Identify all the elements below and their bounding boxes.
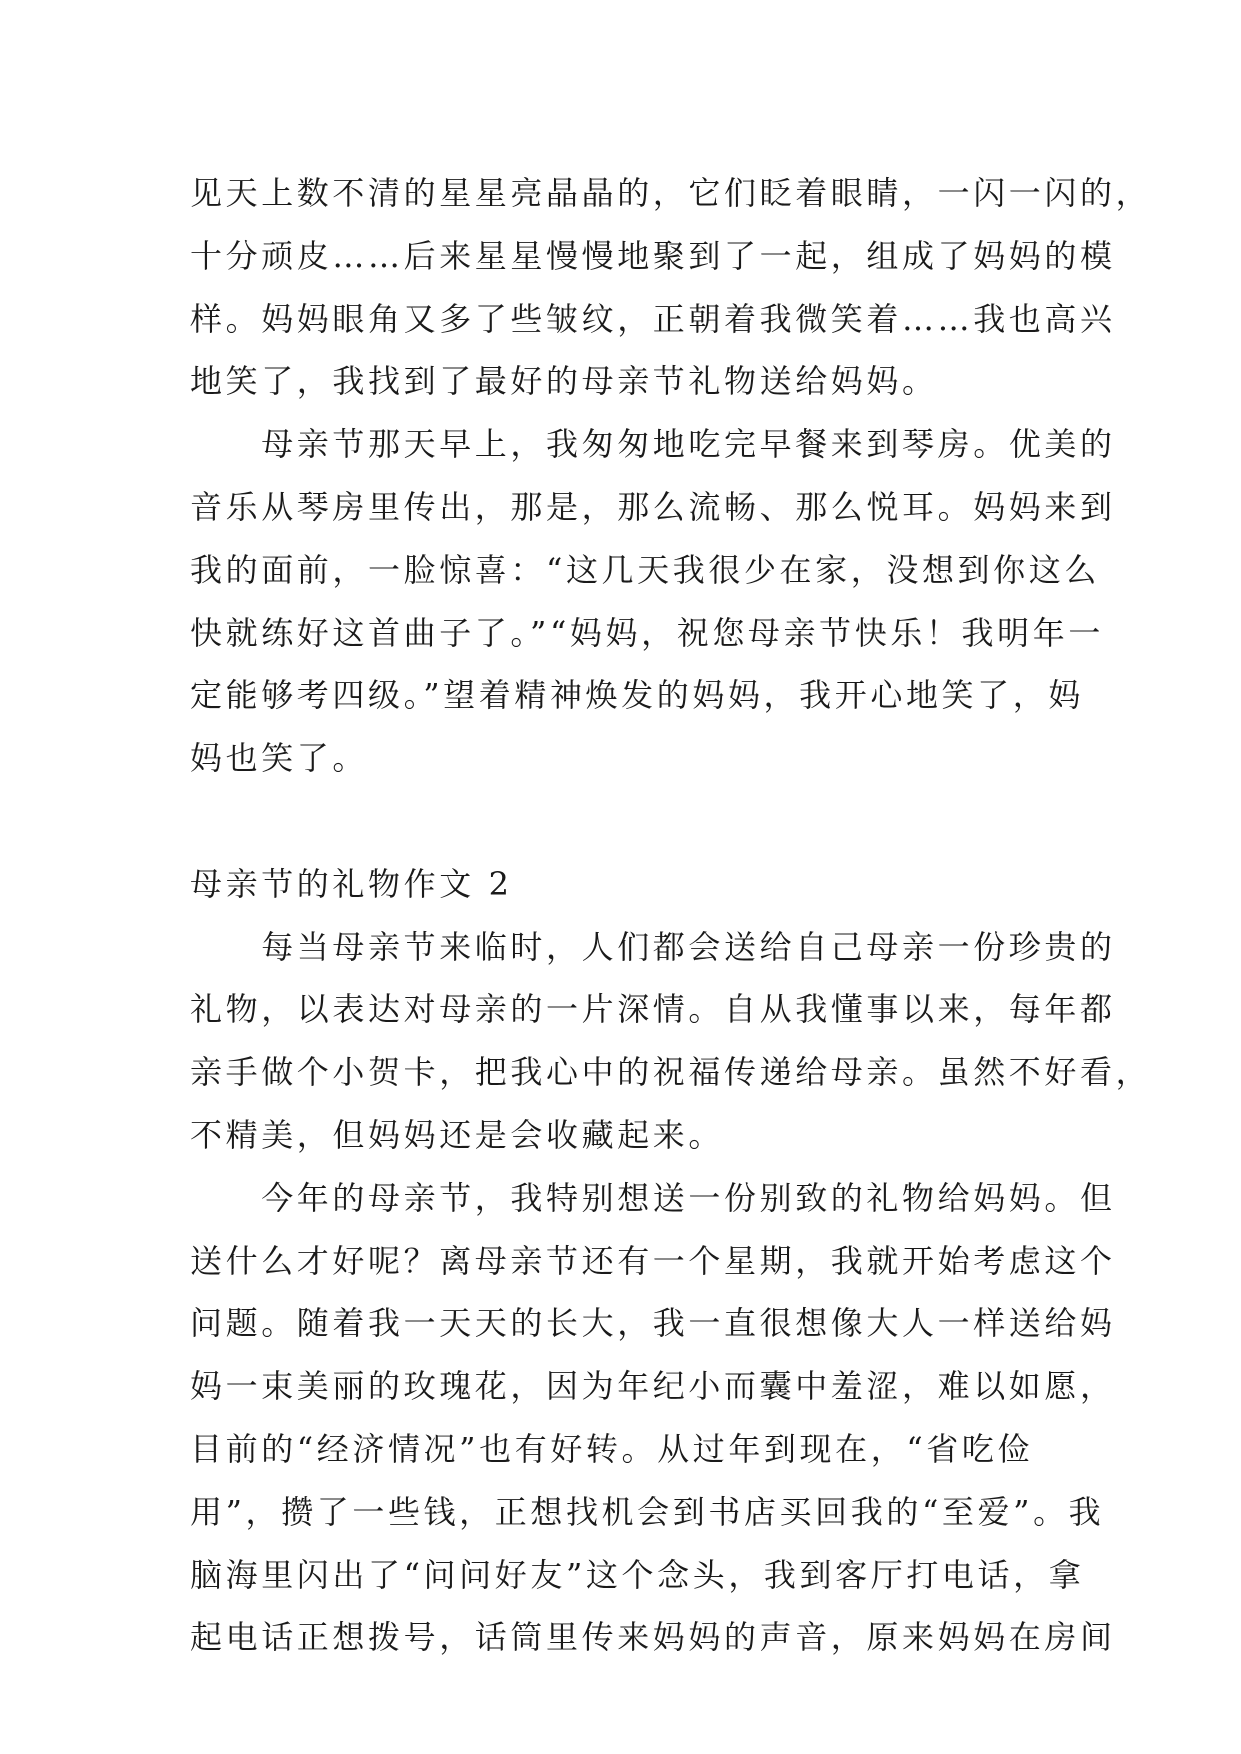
paragraph-line: 地笑了，我找到了最好的母亲节礼物送给妈妈。 — [190, 362, 938, 401]
document-body — [190, 162, 1152, 1669]
paragraph-line: 每当母亲节来临时，人们都会送给自己母亲一份珍贵的 — [190, 927, 1116, 966]
blank-line — [190, 790, 1050, 853]
paragraph-line: 亲手做个小贺卡，把我心中的祝福传递给母亲。虽然不好看， — [190, 1053, 1152, 1092]
paragraph-line: 样。妈妈眼角又多了些皱纹，正朝着我微笑着……我也高兴 — [190, 299, 1116, 338]
paragraph-line: 礼物，以表达对母亲的一片深情。自从我懂事以来，每年都 — [190, 990, 1116, 1029]
paragraph-line: 问题。随着我一天天的长大，我一直很想像大人一样送给妈 — [190, 1304, 1116, 1343]
paragraph-line: 见天上数不清的星星亮晶晶的，它们眨着眼睛，一闪一闪的， — [190, 174, 1152, 212]
paragraph-line: 十分顽皮……后来星星慢慢地聚到了一起，组成了妈妈的模 — [190, 236, 1116, 275]
paragraph-line: 今年的母亲节，我特别想送一份别致的礼物给妈妈。但 — [190, 1178, 1116, 1217]
paragraph-line: 音乐从琴房里传出，那是，那么流畅、那么悦耳。妈妈来到 — [190, 487, 1116, 526]
paragraph-line: 妈也笑了。 — [190, 739, 369, 778]
paragraph-line: 目前的“经济情况”也有好转。从过年到现在，“省吃俭 — [190, 1429, 1034, 1468]
paragraph-line: 快就练好这首曲子了。”“妈妈，祝您母亲节快乐！我明年一 — [190, 613, 1104, 652]
paragraph-line: 妈一束美丽的玫瑰花，因为年纪小而囊中羞涩，难以如愿， — [190, 1367, 1116, 1406]
section-heading: 母亲节的礼物作文 2 — [190, 864, 513, 903]
paragraph-line: 脑海里闪出了“问问好友”这个念头，我到客厅打电话，拿 — [190, 1555, 1085, 1594]
paragraph-line: 不精美，但妈妈还是会收藏起来。 — [190, 1115, 725, 1154]
paragraph-line: 我的面前，一脸惊喜：“这几天我很少在家，没想到你这么 — [190, 550, 1100, 589]
paragraph-line: 送什么才好呢？离母亲节还有一个星期，我就开始考虑这个 — [190, 1241, 1116, 1280]
paragraph-line: 定能够考四级。”望着精神焕发的妈妈，我开心地笑了，妈 — [190, 676, 1084, 715]
paragraph-line: 用”，攒了一些钱，正想找机会到书店买回我的“至爱”。我 — [190, 1492, 1105, 1531]
paragraph-line: 母亲节那天早上，我匆匆地吃完早餐来到琴房。优美的 — [190, 425, 1116, 464]
paragraph-line: 起电话正想拨号，话筒里传来妈妈的声音，原来妈妈在房间 — [190, 1618, 1116, 1657]
